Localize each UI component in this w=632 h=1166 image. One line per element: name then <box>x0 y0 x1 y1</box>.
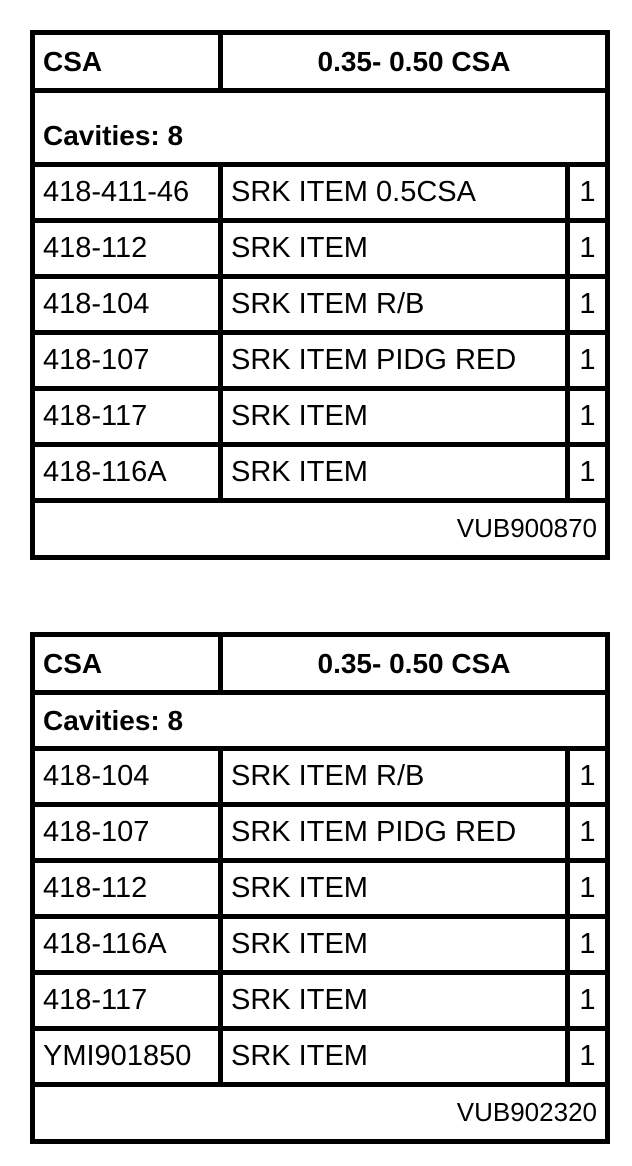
part-quantity: 1 <box>579 1040 596 1072</box>
table-row <box>35 751 605 807</box>
part-quantity: 1 <box>579 928 596 960</box>
part-description: SRK ITEM <box>223 863 570 914</box>
cavities-label: Cavities: 8 <box>43 704 184 736</box>
part-quantity: 1 <box>579 344 596 376</box>
part-code: 418-117 <box>35 391 223 442</box>
part-description: SRK ITEM <box>223 919 570 970</box>
part-description: SRK ITEM PIDG RED <box>223 335 570 386</box>
table-row <box>35 807 605 863</box>
header-title: 0.35- 0.50 CSA <box>317 45 511 77</box>
table-row <box>35 975 605 1031</box>
cavities-row <box>35 695 605 751</box>
part-description: SRK ITEM <box>223 223 570 274</box>
card-header-row <box>35 35 605 93</box>
part-quantity: 1 <box>579 400 596 432</box>
part-quantity: 1 <box>579 176 596 208</box>
part-code: 418-107 <box>35 807 223 858</box>
part-description: SRK ITEM <box>223 391 570 442</box>
part-description: SRK ITEM PIDG RED <box>223 807 570 858</box>
part-quantity: 1 <box>579 816 596 848</box>
cavities-row <box>35 93 605 167</box>
header-label: CSA <box>35 637 223 690</box>
table-row <box>35 391 605 447</box>
part-code: 418-411-46 <box>35 167 223 218</box>
card-footer-code: VUB900870 <box>456 513 597 543</box>
part-code: 418-116A <box>35 447 223 498</box>
table-row <box>35 447 605 503</box>
part-quantity: 1 <box>579 872 596 904</box>
part-description: SRK ITEM R/B <box>223 751 570 802</box>
header-label: CSA <box>35 35 223 88</box>
table-row <box>35 1031 605 1087</box>
card-header-row <box>35 637 605 695</box>
part-description: SRK ITEM <box>223 1031 570 1082</box>
connector-card <box>30 632 610 1144</box>
connector-card <box>30 30 610 560</box>
part-code: YMI901850 <box>35 1031 223 1082</box>
table-row <box>35 167 605 223</box>
part-quantity: 1 <box>579 760 596 792</box>
part-code: 418-112 <box>35 863 223 914</box>
part-quantity: 1 <box>579 456 596 488</box>
part-code: 418-112 <box>35 223 223 274</box>
cavities-label: Cavities: 8 <box>43 120 184 151</box>
part-code: 418-116A <box>35 919 223 970</box>
table-row <box>35 863 605 919</box>
table-row <box>35 279 605 335</box>
part-code: 418-117 <box>35 975 223 1026</box>
part-code: 418-104 <box>35 279 223 330</box>
part-quantity: 1 <box>579 288 596 320</box>
part-description: SRK ITEM <box>223 447 570 498</box>
table-row <box>35 223 605 279</box>
header-title: 0.35- 0.50 CSA <box>317 647 511 679</box>
part-description: SRK ITEM <box>223 975 570 1026</box>
part-description: SRK ITEM 0.5CSA <box>223 167 570 218</box>
part-code: 418-104 <box>35 751 223 802</box>
part-quantity: 1 <box>579 984 596 1016</box>
card-footer-code: VUB902320 <box>456 1097 597 1127</box>
part-code: 418-107 <box>35 335 223 386</box>
table-row <box>35 335 605 391</box>
part-description: SRK ITEM R/B <box>223 279 570 330</box>
part-quantity: 1 <box>579 232 596 264</box>
table-row <box>35 919 605 975</box>
